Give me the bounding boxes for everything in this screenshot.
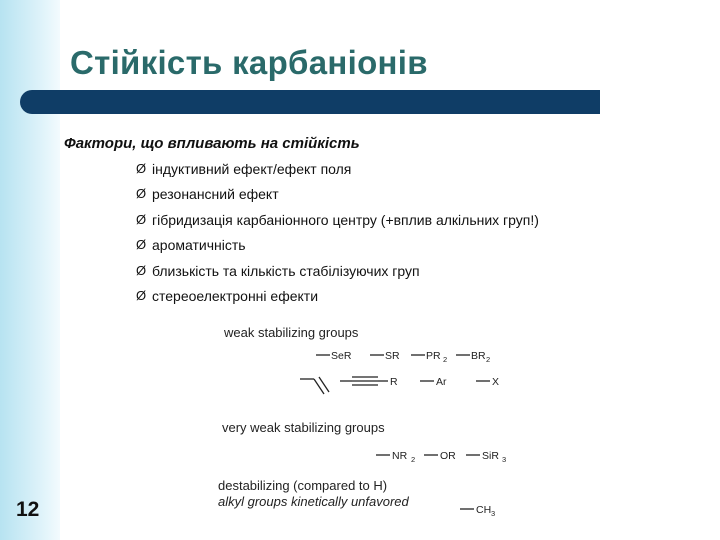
stabilizing-groups-diagram <box>200 320 560 530</box>
group-r: R <box>390 376 398 388</box>
subscript: 3 <box>502 455 507 464</box>
factor-item <box>136 182 539 208</box>
arrow-bullet-icon: Ø <box>136 160 147 176</box>
group-or: OR <box>440 450 456 462</box>
factors-heading: Фактори, що впливають на стійкість <box>64 135 360 152</box>
group-x: X <box>492 376 500 388</box>
factor-item <box>136 156 539 182</box>
subscript: 3 <box>491 509 496 518</box>
page-number: 12 <box>16 498 40 521</box>
group-ch3: CH <box>476 504 492 516</box>
arrow-bullet-icon: Ø <box>136 288 147 304</box>
alkyl-note: alkyl groups kinetically unfavored <box>218 494 409 509</box>
factor-text: резонансний ефект <box>152 186 279 203</box>
very-weak-groups-label: very weak stabilizing groups <box>222 420 385 435</box>
factor-text: ароматичність <box>152 237 246 254</box>
subscript: 2 <box>411 455 416 464</box>
factor-item <box>136 233 539 259</box>
weak-groups-label: weak stabilizing groups <box>224 325 359 340</box>
group-br: BR <box>471 350 486 362</box>
subscript: 2 <box>443 355 448 364</box>
factor-list <box>136 156 539 309</box>
arrow-bullet-icon: Ø <box>136 186 147 202</box>
factor-text: стереоелектронні ефекти <box>152 288 319 305</box>
group-sr: SR <box>385 350 400 362</box>
group-pr: PR <box>426 350 441 362</box>
very-weak-groups-row <box>376 450 506 464</box>
subscript: 2 <box>486 355 491 364</box>
factor-item <box>136 207 539 233</box>
factor-item <box>136 258 539 284</box>
factor-text: близькість та кількість стабілізуючих груп <box>152 262 420 279</box>
arrow-bullet-icon: Ø <box>136 262 147 278</box>
factor-text: гібридизація карбаніонного центру (+вплив алкільних груп!) <box>152 211 539 228</box>
arrow-bullet-icon: Ø <box>136 211 147 227</box>
weak-groups-row2 <box>300 376 499 394</box>
destabilizing-label: destabilizing (compared to H) <box>218 478 388 493</box>
group-sir: SiR <box>482 450 499 462</box>
factor-item <box>136 284 539 310</box>
group-nr: NR <box>392 450 408 462</box>
slide-title: Стійкість карбаніонів <box>70 44 428 81</box>
group-ser: SeR <box>331 350 352 362</box>
arrow-bullet-icon: Ø <box>136 237 147 253</box>
title-bar <box>20 90 600 114</box>
weak-groups-row1 <box>316 350 490 364</box>
group-ar: Ar <box>436 376 447 388</box>
sidebar-gradient <box>0 0 60 540</box>
factor-text: індуктивний ефект/ефект поля <box>152 160 352 177</box>
methyl-group <box>460 504 495 518</box>
